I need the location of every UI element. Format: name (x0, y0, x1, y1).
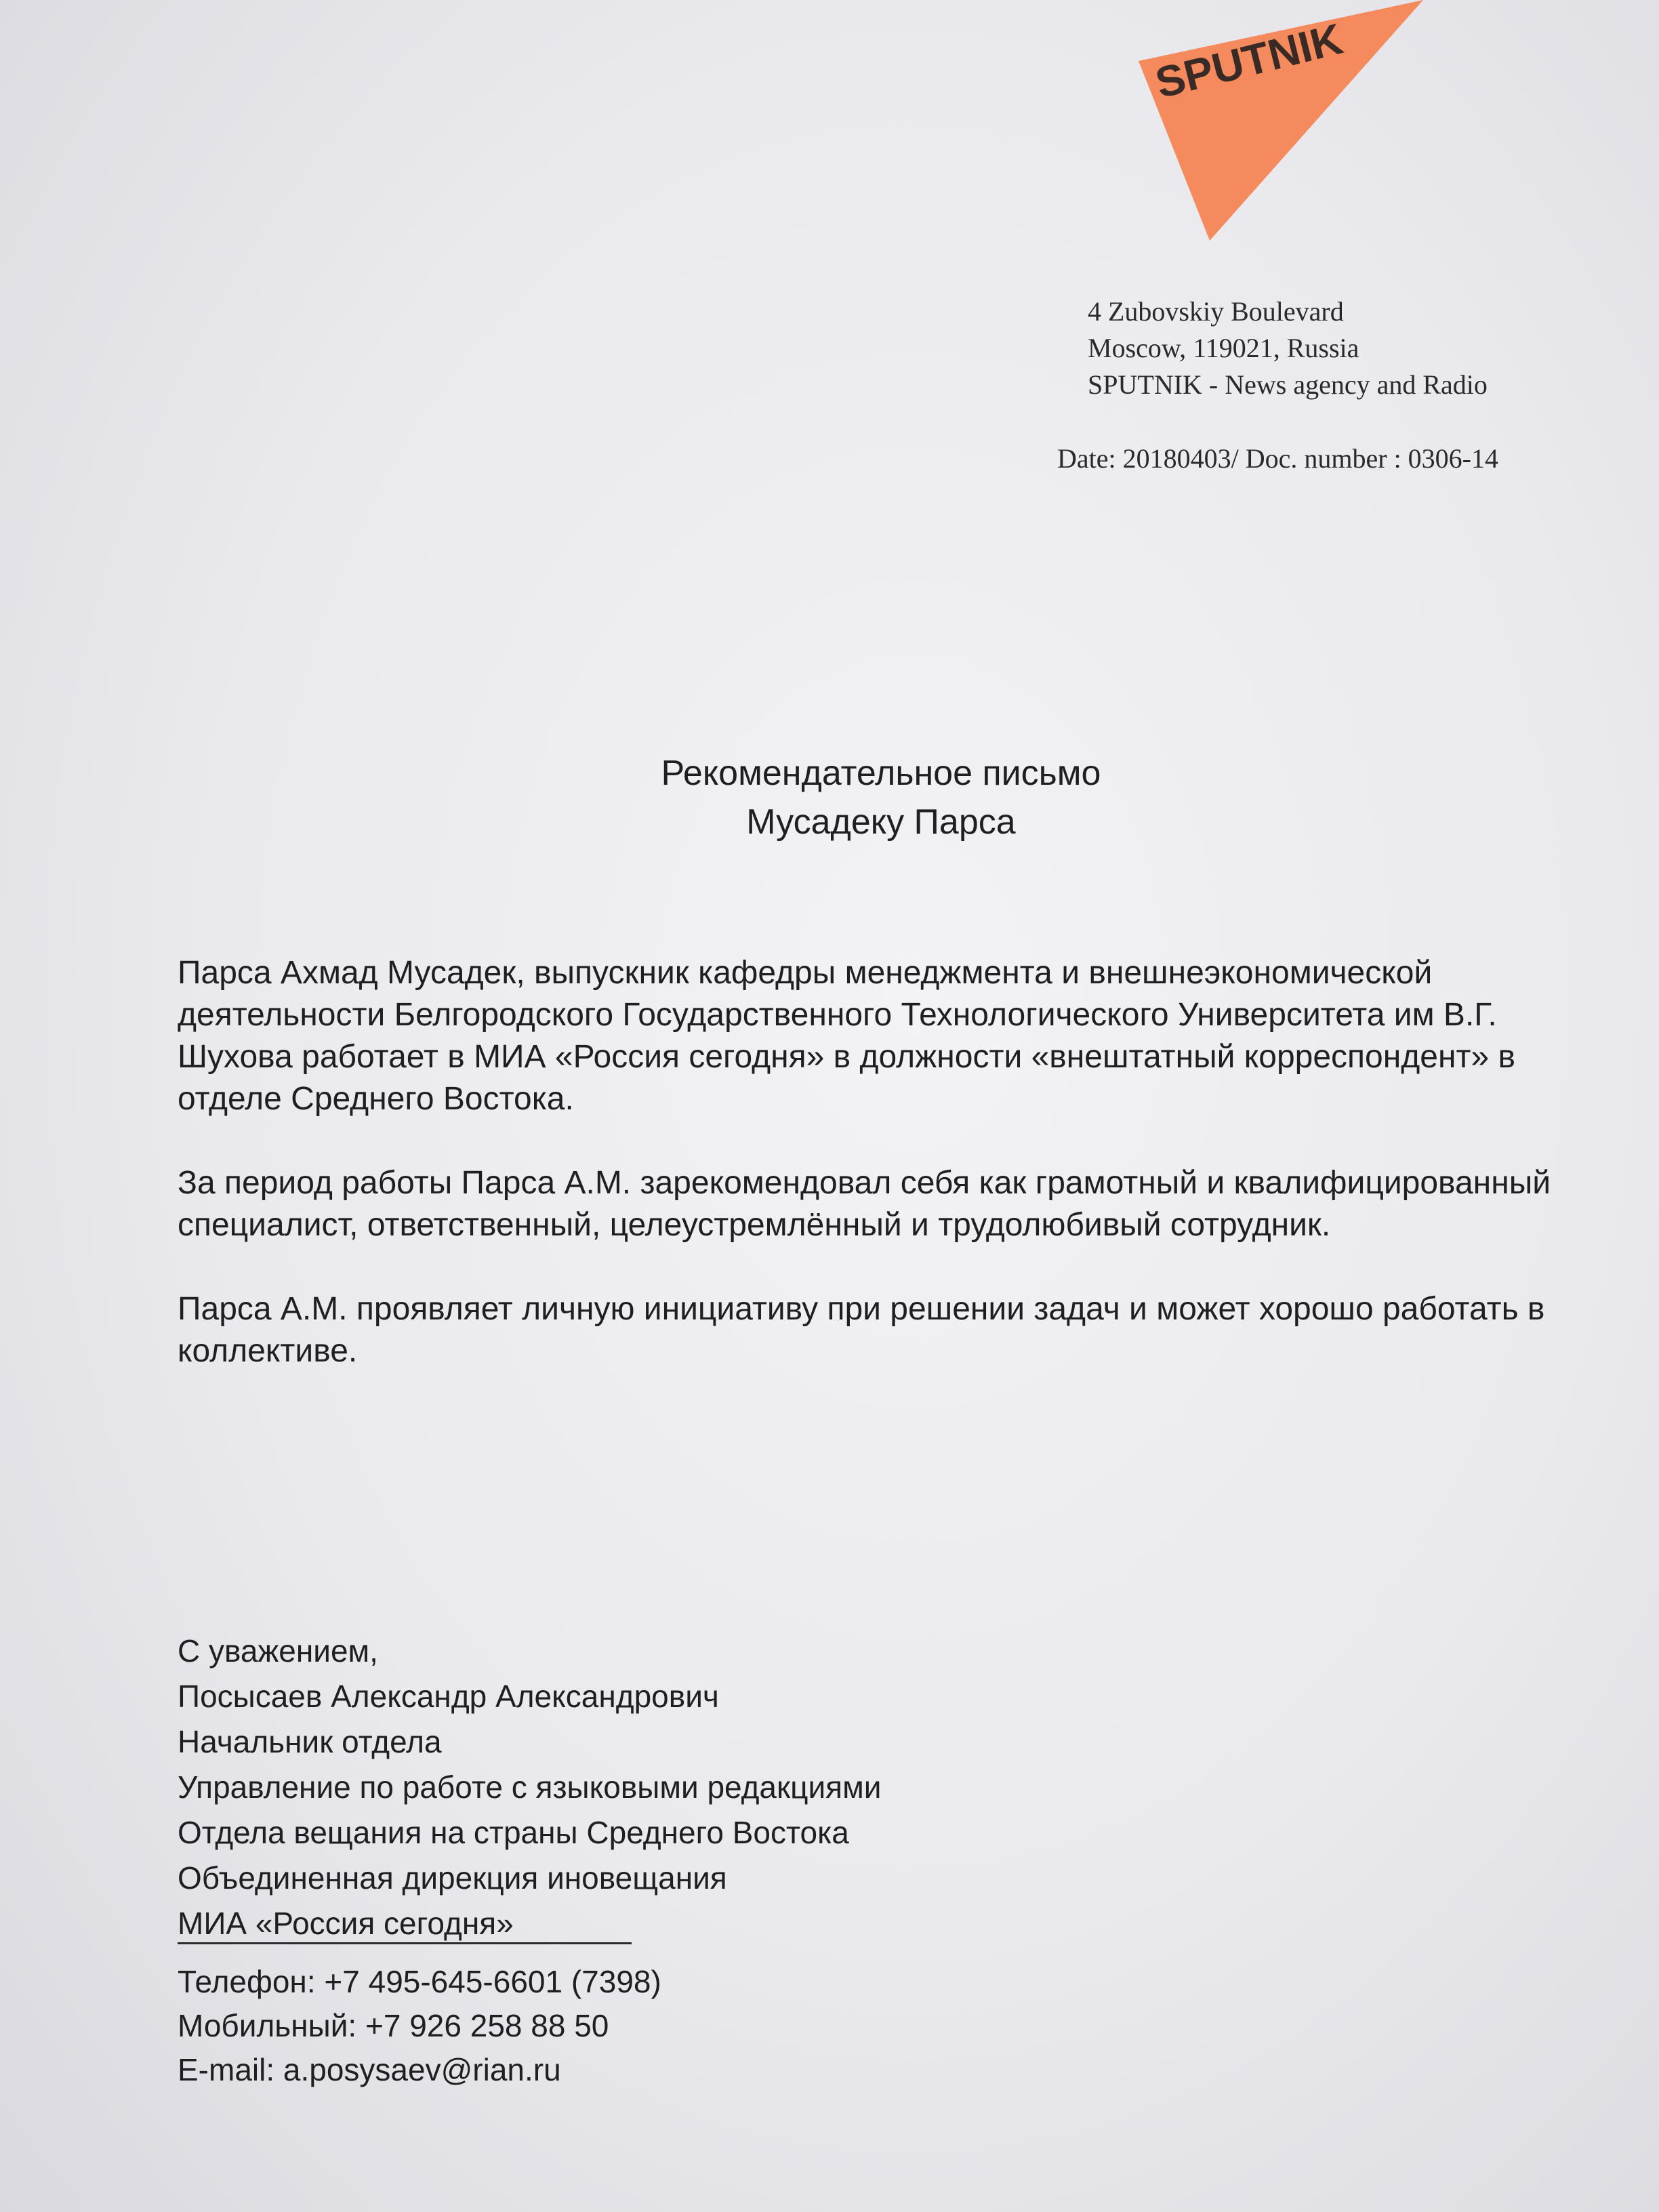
address-line-3: SPUTNIK - News agency and Radio (1088, 369, 1488, 400)
sender-address (1088, 293, 1488, 403)
signature-block (178, 1629, 881, 1946)
closing: С уважением, (178, 1633, 378, 1668)
address-line-2: Moscow, 119021, Russia (1088, 333, 1359, 363)
date-doc-number: Date: 20180403/ Doc. number : 0306-14 (1057, 443, 1498, 474)
contact-block (178, 1960, 661, 2092)
title-line-2: Мусадеку Парса (746, 802, 1016, 842)
signer-department-1: Управление по работе с языковыми редакциями (178, 1769, 882, 1805)
divider-line (178, 1942, 632, 1944)
letter-title (0, 749, 1659, 846)
signer-organization: МИА «Россия сегодня» (178, 1906, 514, 1941)
title-line-1: Рекомендательное письмо (661, 754, 1101, 793)
logo-text: SPUTNIK (1150, 14, 1347, 108)
letter-body (178, 952, 1574, 1414)
signer-name: Посысаев Александр Александрович (178, 1679, 719, 1714)
sputnik-logo (1125, 0, 1437, 244)
mobile: Мобильный: +7 926 258 88 50 (178, 2008, 609, 2043)
signer-department-2: Отдела вещания на страны Среднего Востока (178, 1815, 849, 1850)
address-line-1: 4 Zubovskiy Boulevard (1088, 296, 1344, 327)
body-paragraph-3: Парса А.М. проявляет личную инициативу при решении задач и может хорошо работать в коллективе. (178, 1291, 1545, 1369)
phone: Телефон: +7 495-645-6601 (7398) (178, 1964, 661, 1999)
sputnik-logo-icon (1125, 0, 1437, 244)
email: E-mail: a.posysaev@rian.ru (178, 2052, 561, 2087)
body-paragraph-2: За период работы Парса А.М. зарекомендовал себя как грамотный и квалифицированный специалист, ответственный, целеустремлённый и трудолюбивый сотрудник. (178, 1165, 1551, 1243)
signer-position: Начальник отдела (178, 1724, 442, 1759)
signer-department-3: Объединенная дирекция иновещания (178, 1860, 727, 1896)
body-paragraph-1: Парса Ахмад Мусадек, выпускник кафедры менеджмента и внешнеэкономической деятельности Белгородского Государственного Технологического Университета им В.Г. Шухова работает в МИА «Россия сегодня» в должности «внештатный корреспондент» в отделе Среднего Востока. (178, 955, 1515, 1117)
